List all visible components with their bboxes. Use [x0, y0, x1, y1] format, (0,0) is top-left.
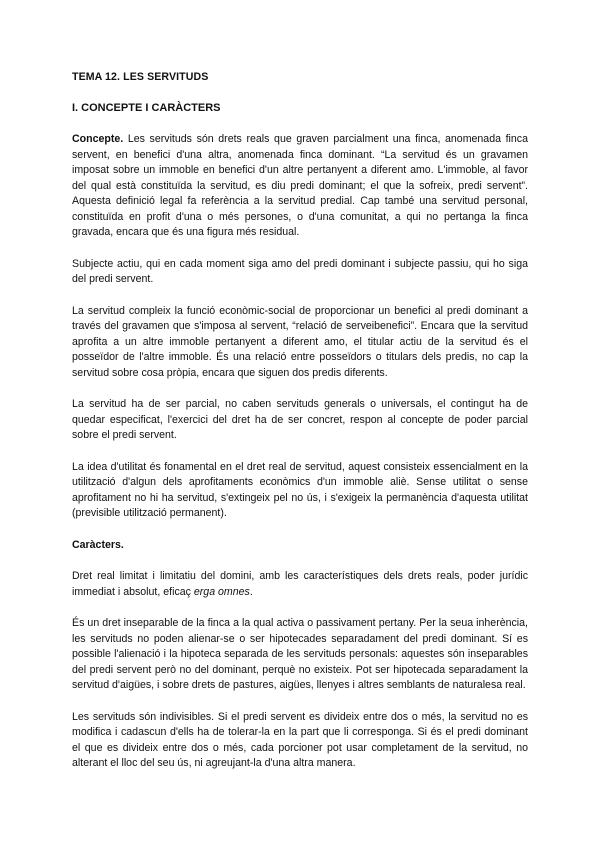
paragraph-subjects: Subjecte actiu, qui en cada moment siga amo del predi dominant i subjecte passiu, qui ho siga del predi servent.	[72, 257, 528, 285]
paragraph-indivisible: Les servituds són indivisibles. Si el predi servent es divideix entre dos o més, la servitud no es modifica i cadascun d'ells ha de tolerar-la en la part que li corresponga. Si és el predi dominant el que es divideix entre dos o més, cada porcioner pot usar completament de la servitud, no alterant el lloc del seu ús, ni agreujant-la d'una altra manera.	[72, 710, 528, 769]
concept-lead: Concepte.	[72, 133, 124, 145]
real-right-body: Dret real limitat i limitatiu del domini, amb les característiques dels drets reals, poder jurídic immediat i absolut, eficaç	[72, 570, 528, 598]
subheading-characters: Caràcters.	[72, 538, 124, 551]
paragraph-real-right	[72, 569, 528, 600]
real-right-end: .	[249, 585, 253, 598]
section-heading: I. CONCEPTE I CARÀCTERS	[72, 101, 221, 114]
paragraph-function: La servitud compleix la funció econòmic-social de proporcionar un benefici al predi dominant a través del gravamen que s'imposa al servent, “relació de serveibenefici”. Encara que la servitud aprofita a un altre immoble pertanyent a diferent amo, el titular actiu de la servitud és el posseïdor de l'altre immoble. És una relació entre posseïdors o titulars dels predis, no cap la servitud sobre cosa pròpia, encara que siguen dos predis diferents.	[72, 304, 528, 379]
paragraph-partial: La servitud ha de ser parcial, no caben servituds generals o universals, el contingut ha de quedar especificat, l'exercici del dret ha de ser concret, respon al concepte de poder parcial sobre el predi servent.	[72, 398, 528, 441]
concept-body: Les servituds són drets reals que graven parcialment una finca, anomenada finca servent, en benefici d'una altra, anomenada finca dominant. “La servitud és un gravamen imposat sobre un immoble en benefici d'un altre pertanyent a diferent amo. L'immoble, al favor del qual està constituïda la servitud, es diu predi dominant; el que la sofreix, predi servent”. Aquesta definició legal fa referència a la servitud predial. Cap també una servitud personal, constituïda en profit d'una o més persones, o d'una comunitat, a qui no pertanga la finca gravada, encara que és una figura més residual.	[72, 133, 528, 238]
real-right-latin: erga omnes	[193, 585, 250, 598]
paragraph-utility: La idea d'utilitat és fonamental en el dret real de servitud, aquest consisteix essencialment en la utilització d'algun dels aprofitaments econòmics d'un immoble aliè. Sense utilitat o sense aprofitament no hi ha servitud, s'extingeix pel no ús, i s'exigeix la permanència d'aquesta utilitat (previsible utilització permanent).	[72, 460, 528, 519]
paragraph-inseparable: És un dret inseparable de la finca a la qual activa o passivament pertany. Per la seua inherència, les servituds no poden alienar-se o ser hipotecades separadament del predi dominant. Sí es possible l'alienació i la hipoteca separada de les servituds personals: aquestes són inseparables del predi servent però no del dominant, perquè no existeix. Pot ser hipotecada separadament la servitud d'aigües, i sobre drets de pastures, aigües, llenyes i altres semblants de naturalesa real.	[72, 617, 528, 691]
document-body	[72, 70, 528, 788]
paragraph-concept	[72, 132, 528, 241]
document-title: TEMA 12. LES SERVITUDS	[72, 71, 209, 83]
